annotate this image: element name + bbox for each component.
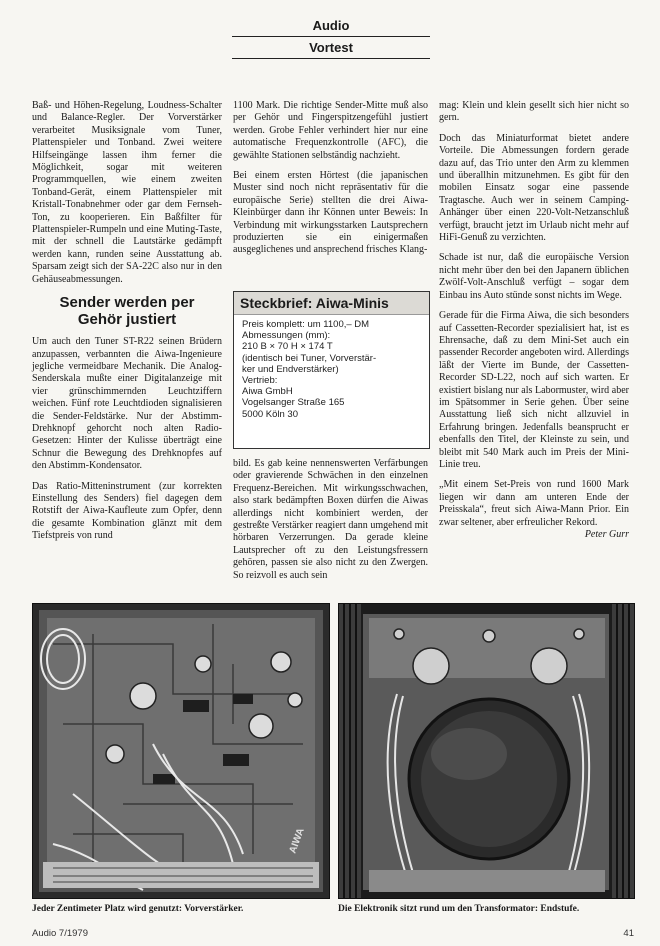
spec-line: ker und Endverstärker) [242,363,339,375]
article-column-1 [32,100,222,551]
paragraph: Das Ratio-Mitteninstrument (zur korrekten Einstellung des Senders) fiel dagegen dem Rotstift der Aiwa-Kaufleute zum Opfer, denn die gesamte Kombination glänzt mit dem Tiefstpreis von rund [32,480,222,542]
photo-caption-right: Die Elektronik sitzt rund um den Transformator: Endstufe. [338,904,580,914]
photo-caption-left: Jeder Zentimeter Platz wird genutzt: Vorverstärker. [32,904,244,914]
spec-line: Vertrieb: [242,375,278,387]
page-number: 41 [623,928,634,939]
spec-line: Aiwa GmbH [242,386,293,398]
preamp-photo [32,603,330,899]
spec-box-body [234,315,429,424]
paragraph: bild. Es gab keine nennenswerten Verfärbungen oder gravierende Schwächen in den einzelnen Frequenz-Bereichen. Mit wirkungsschwachen, also stark bedämpften Boxen dürfen die Aiwas allerdings nicht kombiniert werden, der gestreßte Verstärker reagiert dann umgehend mit hörbaren Verzerrungen. Da gerade kleine Lautsprecher oft zu den Leistungsfressern gehören, passen sie also nicht zu den Zwergen. So reizvoll es auch sein [233,458,428,581]
spec-box [233,291,430,449]
transformer-illustration [339,604,634,898]
section-category: Vortest [309,40,353,55]
spec-line: 5000 Köln 30 [242,408,298,420]
spec-line: Abmessungen (mm): [242,330,331,342]
section-title: Audio [312,18,350,33]
header-rule-top [232,36,430,37]
subheading-line-1: Sender werden per [59,294,195,312]
paragraph: 1100 Mark. Die richtige Sender-Mitte muß also per Gehör und Fingerspitzengefühl justiert werden. Grobe Fehler verhindert hier nur eine automatische Frequenzkontrolle (AFC), die gewählte Stationen selbständig nachzieht. [233,100,428,161]
article-column-3 [439,100,629,541]
paragraph: Baß- und Höhen-Regelung, Loudness-Schalter und Balance-Regler. Der Vorverstärker verarbeitet Musiksignale vom Tuner, Plattenspieler und Tonband. Zwei weitere Hilfseingänge lassen ihm ferner die Möglichkeit, sogar mit weiteren Programmquellen, wie einem zweiten Tonband-Gerät, einem Plattenspieler mit Kristall-Tonabnehmer oder gar dem Fernseh-Ton, zu kooperieren. Ein Baßfilter für Plattenspieler-Rumpeln und eine Muting-Taste, mit der schnell die Lautstärke gedämpft werden kann, runden seine Ausstattung ab. Sparsam zeigt sich der SA-22C also nur in den Gehäuseabmessungen. [32,100,222,285]
header-rule-bottom [232,58,430,59]
article-column-2-bottom [233,458,428,590]
spec-box-title: Steckbrief: Aiwa-Minis [234,292,429,315]
subheading [32,294,222,328]
paragraph: Schade ist nur, daß die europäische Version nicht mehr über den bei den Japanern üblichen Zwölf-Volt-Anschluß verfügt – sogar dem Einbau ins Auto stünde sonst nichts im Wege. [439,252,629,301]
spec-line: Preis komplett: um 1100,– DM [242,319,370,330]
issue-label: Audio 7/1979 [32,928,88,939]
paragraph: mag: Klein und klein gesellt sich hier nicht so gern. [439,100,629,124]
paragraph: „Mit einem Set-Preis von rund 1600 Mark liegen wir dann am unteren Ende der Preisskala“, freut sich Aiwa-Mann Prior. Ein zwar seltener, aber erfreulicher Rekord. [439,479,629,528]
paragraph: Um auch den Tuner ST-R22 seinen Brüdern anzupassen, verbannten die Aiwa-Ingenieure jegliche vermeidbare Mechanik. Die Analog-Senderskala mußte einer Digitalanzeige mit vier grünschimmernden Leuchtziffern weichen. Fünf rote Leuchtdioden signalisieren die Sender-Feldstärke. Nur der Abstimm-Drehknopf gehorcht noch alten Radio-Gesetzen: Hinter der Kulisse überträgt eine Schnur die Bewegung des Drehknopfes auf den Abstimm-Kondensator. [32,336,222,472]
paragraph: Doch das Miniaturformat bietet andere Vorteile. Die Abmessungen fordern gerade dazu auf, das Trio unter den Arm zu klemmen und überallhin mitzunehmen. Es gibt für den mobilen Einsatz sogar eine passende Tragtasche. Auch wer in seinem Camping-Anhänger über einen 220-Volt-Netzanschluß verfügt, braucht jetzt im Urlaub nicht mehr auf HiFi-Genuß zu verzichten. [439,132,629,244]
circuit-board-illustration [33,604,329,898]
author-signature: Peter Gurr [584,529,629,540]
paragraph: Bei einem ersten Hörtest (die japanischen Muster sind noch nicht repräsentativ für die europäische Serie) stellten die drei Aiwa-Kleinbürger dann ihr Können unter Beweis: In Verbindung mit wirkungsstarken Lautsprechern produzierten sie ein einigermaßen ausgeglichenes und ansprechend frisches Klang- [233,170,428,256]
spec-line: 210 B × 70 H × 174 T [242,341,333,353]
board-print-text: AIWA [287,826,307,856]
paragraph: Gerade für die Firma Aiwa, die sich besonders auf Cassetten-Recorder spezialisiert hat, ist es Ehrensache, daß zu dem Mini-Set auch ein passender Recorder angeboten wird. Allerdings läßt der Vierte im Bunde, der Cassetten-Recorder SD-L22, noch auf sich warten. Er existiert bislang nur als Labormuster, wird aber im Spätsommer in Serie gehen. Über seine Ausstattung ließ sich nicht allzuviel in Erfahrung bringen. Jedenfalls beansprucht er ebenfalls den Titel, der Kleinste zu sein, und bleibt mit 540 Mark auch im Preis der Mini-Linie treu. [439,310,629,470]
article-column-2-top [233,100,428,265]
spec-line: Vogelsanger Straße 165 [242,397,345,409]
subheading-line-2: Gehör justiert [77,311,177,329]
power-amp-photo [338,603,635,899]
spec-line: (identisch bei Tuner, Vorverstär- [242,352,377,364]
